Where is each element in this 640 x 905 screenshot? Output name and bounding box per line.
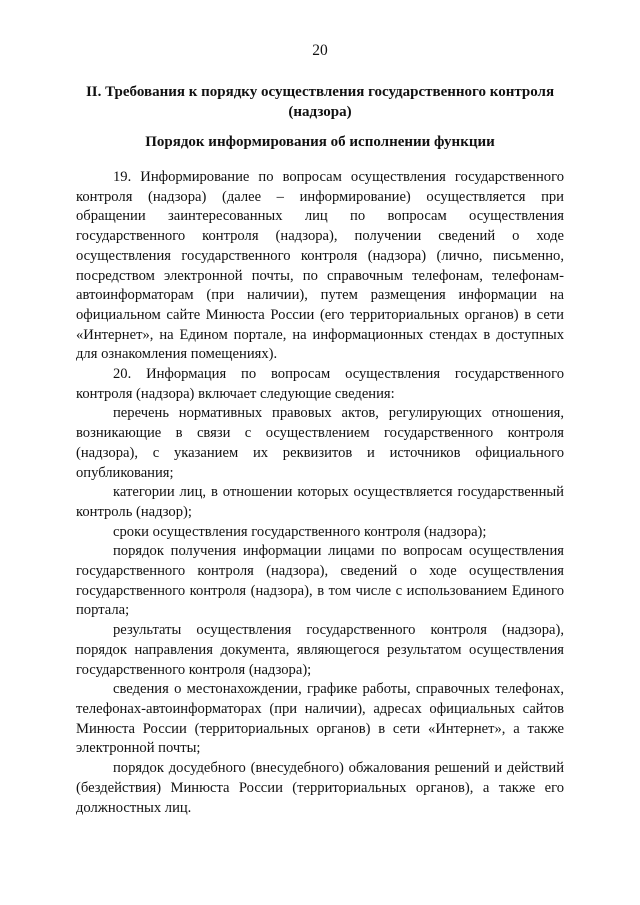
page-number: 20 [312,42,328,59]
list-item-deadlines: сроки осуществления государственного контроля (надзора); [113,523,487,540]
list-item-categories: категории лиц, в отношении которых осуществляется государственный контроль (надзор); [76,484,564,520]
list-item-results: результаты осуществления государственного контроля (надзора), порядок направления документа, являющегося результатом осуществления государственного контроля (надзора); [76,622,564,678]
section-heading: II. Требования к порядку осуществления государственного контроля (надзора) [85,84,555,120]
list-item-legal-acts: перечень нормативных правовых актов, регулирующих отношения, возникающие в связи с осуществлением государственного контроля (надзора), с указанием их реквизитов и источников официального опубликования; [76,405,564,481]
list-item-appeal: порядок досудебного (внесудебного) обжалования решений и действий (бездействия) Минюста России (территориальных органов), а также его должностных лиц. [76,760,564,816]
subsection-heading: Порядок информирования об исполнении функции [145,134,495,150]
paragraph-19: 19. Информирование по вопросам осуществления государственного контроля (надзора) (далее – информирование) осуществляется при обращении заинтересованных лиц по вопросам осуществления государственного контроля (надзора), получении сведений о ходе осуществления государственного контроля (надзора) (лично, письменно, посредством электронной почты, по справочным телефонам, телефонам-автоинформаторам (при наличии), путем размещения информации на официальном сайте Минюста России (его территориальных органов) в сети «Интернет», на Едином портале, на информационных стендах в доступных для ознакомления помещениях). [76,169,564,363]
list-item-location: сведения о местонахождении, графике работы, справочных телефонах, телефонах-автоинформаторах (при наличии), адресах официальных сайтов Минюста России (территориальных органов) в сети «Интернет», а также электронной почты; [76,681,564,757]
paragraph-20: 20. Информация по вопросам осуществления государственного контроля (надзора) включает следующие сведения: [76,366,564,402]
list-item-info-procedure: порядок получения информации лицами по вопросам осуществления государственного контроля (надзора), сведений о ходе осуществления государственного контроля (надзора), в том числе с использованием Единого портала; [76,543,564,619]
document-body [76,168,564,818]
